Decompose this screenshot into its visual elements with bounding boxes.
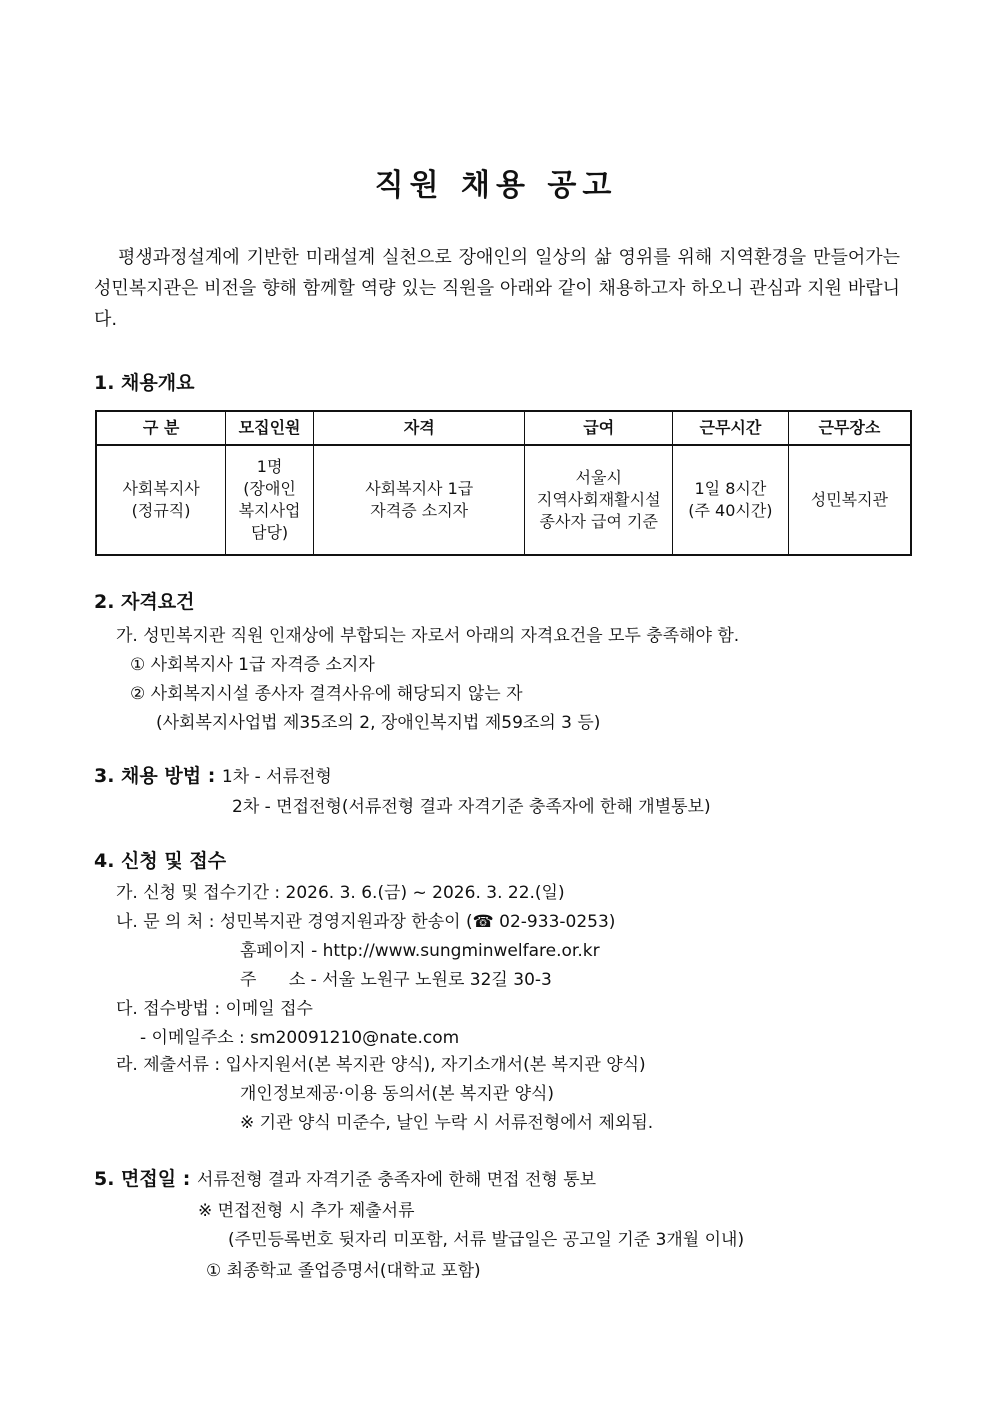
section1-heading: 1. 채용개요 [94,372,195,394]
submission-method: 다. 접수방법 : 이메일 접수 [116,999,313,1019]
contact-info: 나. 문 의 처 : 성민복지관 경영지원과장 한송이 (☎ 02-933-0253) [116,912,616,932]
table-cell-headcount: 1명 (장애인 복지사업 담당) [226,445,314,555]
intro-text: 평생과정설계에 기반한 미래설계 실천으로 장애인의 일상의 삶 영위를 위해 지역환경을 만들어가는 성민복지관은 비전을 향해 함께할 역량 있는 직원을 아래와 같이 채용하고자 하오니 관심과 지원 바랍니다. [94,247,900,330]
table-header-row [96,411,911,445]
extra-documents: ※ 면접전형 시 추가 제출서류 [198,1201,415,1221]
table-row [96,445,911,555]
extra-documents-note: (주민등록번호 뒷자리 미포함, 서류 발급일은 공고일 기준 3개월 이내) [228,1230,745,1250]
homepage-link[interactable]: 홈페이지 - http://www.sungminwelfare.or.kr [240,941,600,961]
section3-heading-text: 3. 채용 방법 : [94,765,216,787]
required-documents: 라. 제출서류 : 입사지원서(본 복지관 양식), 자기소개서(본 복지관 양식) [116,1055,646,1075]
section4-heading: 4. 신청 및 접수 [94,850,227,872]
table-cell-salary: 서울시 지역사회재활시설 종사자 급여 기준 [525,445,673,555]
page-title: 직원 채용 공고 [374,168,618,203]
qualification-item: ① 사회복지사 1급 자격증 소지자 [130,655,375,675]
section5-heading-text: 5. 면접일 : [94,1168,191,1190]
table-header-cell: 모집인원 [226,411,314,445]
table-header-cell: 근무장소 [788,411,911,445]
extra-document-item: ① 최종학교 졸업증명서(대학교 포함) [206,1261,481,1281]
section3-heading [94,761,332,788]
intro-paragraph [94,242,900,335]
required-documents-2: 개인정보제공·이용 동의서(본 복지관 양식) [240,1084,555,1104]
table-cell-location: 성민복지관 [788,445,911,555]
table-header-cell: 자격 [314,411,525,445]
hiring-step-2: 2차 - 면접전형(서류전형 결과 자격기준 충족자에 한해 개별통보) [232,797,711,817]
qualification-note: (사회복지사업법 제35조의 2, 장애인복지법 제59조의 3 등) [156,713,601,733]
table-header-cell: 급여 [525,411,673,445]
qualification-line: 가. 성민복지관 직원 인재상에 부합되는 자로서 아래의 자격요건을 모두 충족해야 함. [116,626,740,646]
application-period: 가. 신청 및 접수기간 : 2026. 3. 6.(금) ~ 2026. 3. 22.(일) [116,883,565,903]
documents-note: ※ 기관 양식 미준수, 날인 누락 시 서류전형에서 제외됨. [240,1113,654,1133]
section2-heading: 2. 자격요건 [94,591,195,613]
qualification-item: ② 사회복지시설 종사자 결격사유에 해당되지 않는 자 [130,684,523,704]
table-cell-hours: 1일 8시간 (주 40시간) [673,445,789,555]
table-header-cell: 근무시간 [673,411,789,445]
email-address[interactable]: - 이메일주소 : sm20091210@nate.com [140,1028,460,1048]
section5-heading [94,1164,596,1191]
hiring-step-1: 1차 - 서류전형 [221,767,332,787]
table-cell-category: 사회복지사 (정규직) [96,445,226,555]
interview-description: 서류전형 결과 자격기준 충족자에 한해 면접 전형 통보 [196,1170,597,1190]
table-header-cell: 구 분 [96,411,226,445]
table-cell-qualification: 사회복지사 1급 자격증 소지자 [314,445,525,555]
overview-table [95,410,912,556]
address: 주 소 - 서울 노원구 노원로 32길 30-3 [240,970,552,990]
